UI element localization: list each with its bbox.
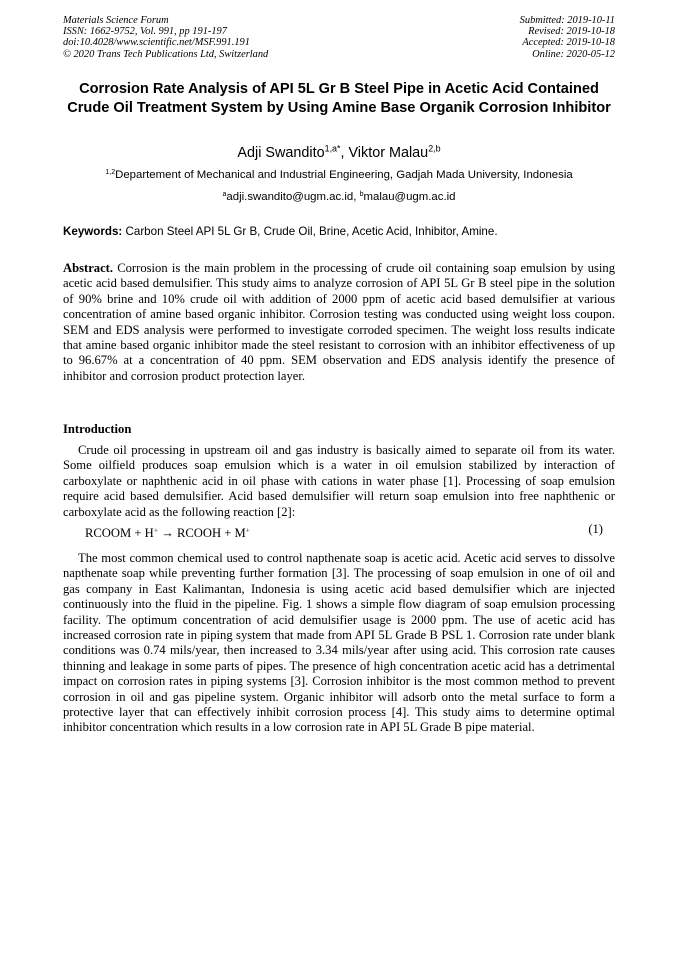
abstract-text: Corrosion is the main problem in the processing of crude oil containing soap emulsion by using acetic acid based demulsifier. This study aims to analyze corrosion of API 5L Gr B steel pipe in the solution of 90% brine and 10% crude oil with addition of 2000 ppm of acetic acid based demulsifier at various concentration of amine based organic inhibitor. Corrosion testing was conducted using weight loss coupon. SEM and EDS analysis were performed to investigate corroded specimen. The weight loss results indicate that amine based organic inhibitor made the steel resistant to corrosion with an inhibitor effectiveness of up to 96.67% at a concentration of 40 ppm. SEM observation and EDS analysis identify the presence of inhibitor and corrosion product protection layer.	[63, 261, 615, 383]
doi: doi:10.4028/www.scientific.net/MSF.991.191	[63, 37, 250, 49]
submission-dates	[520, 15, 615, 60]
author-affiliation-marker: 1,a*	[324, 143, 341, 154]
accepted-date: Accepted: 2019-10-18	[522, 37, 615, 49]
author-list	[63, 144, 615, 162]
section-heading-introduction: Introduction	[63, 422, 132, 436]
equation-superscript: +	[153, 525, 159, 535]
equation-term: RCOOM + H	[85, 526, 154, 540]
equation-expression	[85, 525, 250, 541]
email-marker: b	[359, 190, 364, 198]
email-address[interactable]: adji.swandito@ugm.ac.id	[226, 191, 354, 203]
equation-term: → RCOOH + M	[158, 526, 246, 540]
email-separator: ,	[353, 191, 360, 203]
abstract	[63, 261, 615, 384]
journal-info	[63, 15, 268, 60]
intro-paragraph-1: Crude oil processing in upstream oil and gas industry is basically aimed to separate oil from its water. Some oilfield produces soap emulsion which is a water in oil emulsion stabilized by interaction of carboxylate or naphthenic acid in oil phase with cations in water phase [1]. Processing of soap emulsion require acid based demulsifier. Acid based demulsifier will return soap emulsion into free naphthenic or carboxylate acid as the following reaction [2]:	[63, 443, 615, 519]
paper-title: Corrosion Rate Analysis of API 5L Gr B Steel Pipe in Acetic Acid Contained Crude Oil Treatment System by Using Amine Base Organik Corrosion Inhibitor	[67, 81, 611, 116]
author-name: Adji Swandito	[237, 145, 325, 161]
equation-superscript: +	[245, 525, 251, 535]
equation-number: (1)	[588, 522, 603, 536]
author-affiliation-marker: 2,b	[428, 143, 441, 154]
keywords-text: Carbon Steel API 5L Gr B, Crude Oil, Brine, Acetic Acid, Inhibitor, Amine.	[122, 225, 498, 238]
author-emails	[63, 190, 615, 204]
author-separator: ,	[340, 145, 349, 161]
email-marker: a	[222, 190, 227, 198]
email-address[interactable]: malau@ugm.ac.id	[363, 191, 456, 203]
abstract-label: Abstract.	[63, 261, 114, 275]
affiliation-marker: 1,2	[105, 168, 116, 176]
author-name: Viktor Malau	[348, 145, 429, 161]
journal-name: Materials Science Forum	[63, 15, 169, 26]
affiliation-text: Departement of Mechanical and Industrial Engineering, Gadjah Mada University, Indonesia	[115, 169, 573, 181]
keywords-label: Keywords:	[63, 225, 123, 238]
copyright: © 2020 Trans Tech Publications Ltd, Switzerland	[63, 48, 269, 60]
revised-date: Revised: 2019-10-18	[528, 26, 615, 38]
online-date: Online: 2020-05-12	[532, 48, 615, 60]
issn-volume-pages: ISSN: 1662-9752, Vol. 991, pp 191-197	[63, 26, 227, 38]
keywords	[63, 225, 615, 239]
submitted-date: Submitted: 2019-10-11	[519, 15, 615, 26]
intro-paragraph-2: The most common chemical used to control napthenate soap is acetic acid. Acetic acid serves to dissolve napthenate soap while preventing further formation [3]. The processing of soap emulsion in one of oil and gas company in East Kalimantan, Indonesia is using acetic acid based demulsifier which are injected continuously into the fluid in the pipeline. Fig. 1 shows a simple flow diagram of soap emulsion processing facility. The optimum concentration of acid demulsifier usage is 2000 ppm. The use of acetic acid has increased corrosion rate in piping system that made from API 5L Grade B PSL 1. Corrosion rate under blank conditions was 0.74 mils/year, then increased to 3.34 mils/year after using acid. This corrosion rate causes thinning and leakage in some parts of pipes. The presence of high concentration acetic acid has a detrimental impact on corrosion rates in piping systems [3]. Corrosion inhibitor is the most common method to prevent corrosion in oil and gas pipeline system. Organic inhibitor will adsorb onto the metal surface to form a protective layer that can effectively inhibit corrosion process [4]. This study aims to determine optimal inhibitor concentration which results in a low corrosion rate in API 5L Grade B pipe material.	[63, 551, 615, 735]
affiliation	[63, 168, 615, 182]
